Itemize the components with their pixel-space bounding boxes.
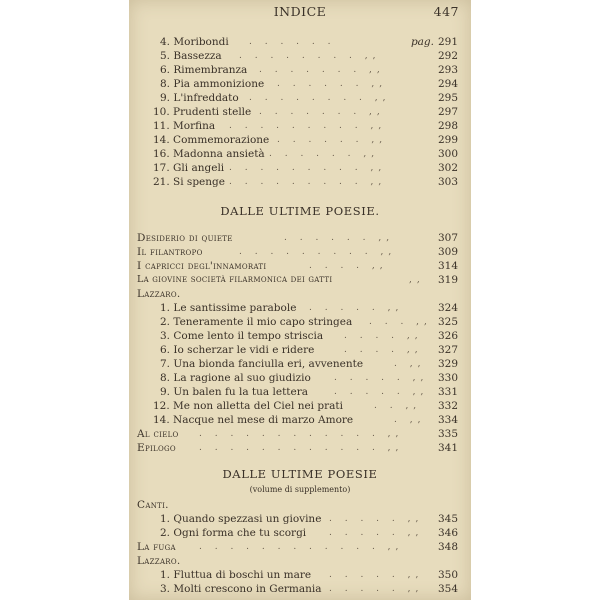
toc-entry: 1. Quando spezzasi un giovine . . . . . ,, 345 xyxy=(160,513,458,525)
toc-entry: 3. Come lento il tempo striscia . . . . ,, 326 xyxy=(160,330,458,342)
toc-entry: 8. La ragione al suo giudizio . . . . . ,, 330 xyxy=(160,372,458,384)
toc-entry: 1. Le santissime parabole . . . . . ,, 324 xyxy=(160,302,458,314)
subsection-heading: Canti. xyxy=(137,499,169,511)
toc-entry: 9. L'infreddato . . . . . . . . ,, 295 xyxy=(160,92,458,104)
section-subtitle: (volume di supplemento) xyxy=(249,485,351,494)
toc-entry: La giovine società filarmonica dei gatti ,, 319 xyxy=(137,274,458,286)
toc-entry: 7. Una bionda fanciulla eri, avvenente . ,, 329 xyxy=(160,358,458,370)
toc-entry: 1. Fluttua di boschi un mare . . . . . ,, 350 xyxy=(160,569,458,581)
header-title: INDICE xyxy=(273,4,327,19)
section-title: DALLE ULTIME POESIE. xyxy=(220,204,380,218)
book-page xyxy=(129,0,471,600)
toc-entry: 17. Gli angeli . . . . . . . . . ,, 302 xyxy=(153,162,458,174)
toc-entry: 9. Un balen fu la tua lettera . . . . . ,, 331 xyxy=(160,386,458,398)
toc-entry: I capricci degl'innamorati . . . . ,, 314 xyxy=(137,260,458,272)
toc-entry: 6. Rimembranza . . . . . . . ,, 293 xyxy=(160,64,458,76)
toc-entry: 5. Bassezza . . . . . . . . ,, 292 xyxy=(160,50,458,62)
toc-entry: 2. Ogni forma che tu scorgi . . . . . ,, 346 xyxy=(160,527,458,539)
toc-entry: 2. Teneramente il mio capo stringea . . . ,, 325 xyxy=(160,316,458,328)
toc-entry: 14. Nacque nel mese di marzo Amore . ,, 334 xyxy=(153,414,458,426)
section-title: DALLE ULTIME POESIE xyxy=(222,467,378,481)
subsection-heading: Lazzaro. xyxy=(137,288,181,300)
toc-entry: 16. Madonna ansietà . . . . . . ,, 300 xyxy=(153,148,458,160)
header-page-number: 447 xyxy=(433,4,459,19)
toc-entry: La fuga . . . . . . . . . . . . ,, 348 xyxy=(137,541,458,553)
toc-entry: Al cielo . . . . . . . . . . . . ,, 335 xyxy=(137,428,458,440)
toc-entry: 11. Morfina . . . . . . . . . ,, 298 xyxy=(153,120,458,132)
toc-entry: 8. Pia ammonizione . . . . . . ,, 294 xyxy=(160,78,458,90)
toc-entry: Epilogo . . . . . . . . . . . . ,, 341 xyxy=(137,442,458,454)
page-header xyxy=(129,4,471,24)
toc-entry: 4. Moribondi . . . . . . pag. 291 xyxy=(160,36,458,48)
toc-entry: 10. Prudenti stelle . . . . . . . ,, 297 xyxy=(153,106,458,118)
toc-entry: 12. Me non alletta del Ciel nei prati . . ,, 332 xyxy=(153,400,458,412)
toc-entry: 6. Io scherzar le vidi e ridere . . . . ,, 327 xyxy=(160,344,458,356)
toc-entry: Desiderio di quiete . . . . . . ,, 307 xyxy=(137,232,458,244)
toc-entry: 21. Si spenge . . . . . . . . . ,, 303 xyxy=(153,176,458,188)
toc-entry: 3. Molti crescono in Germania . . . . . ,, 354 xyxy=(160,583,458,595)
subsection-heading: Lazzaro. xyxy=(137,555,181,567)
toc-entry: 14. Commemorazione . . . . . . ,, 299 xyxy=(153,134,458,146)
toc-entry: Il filantropo . . . . . . . . . ,, 309 xyxy=(137,246,458,258)
